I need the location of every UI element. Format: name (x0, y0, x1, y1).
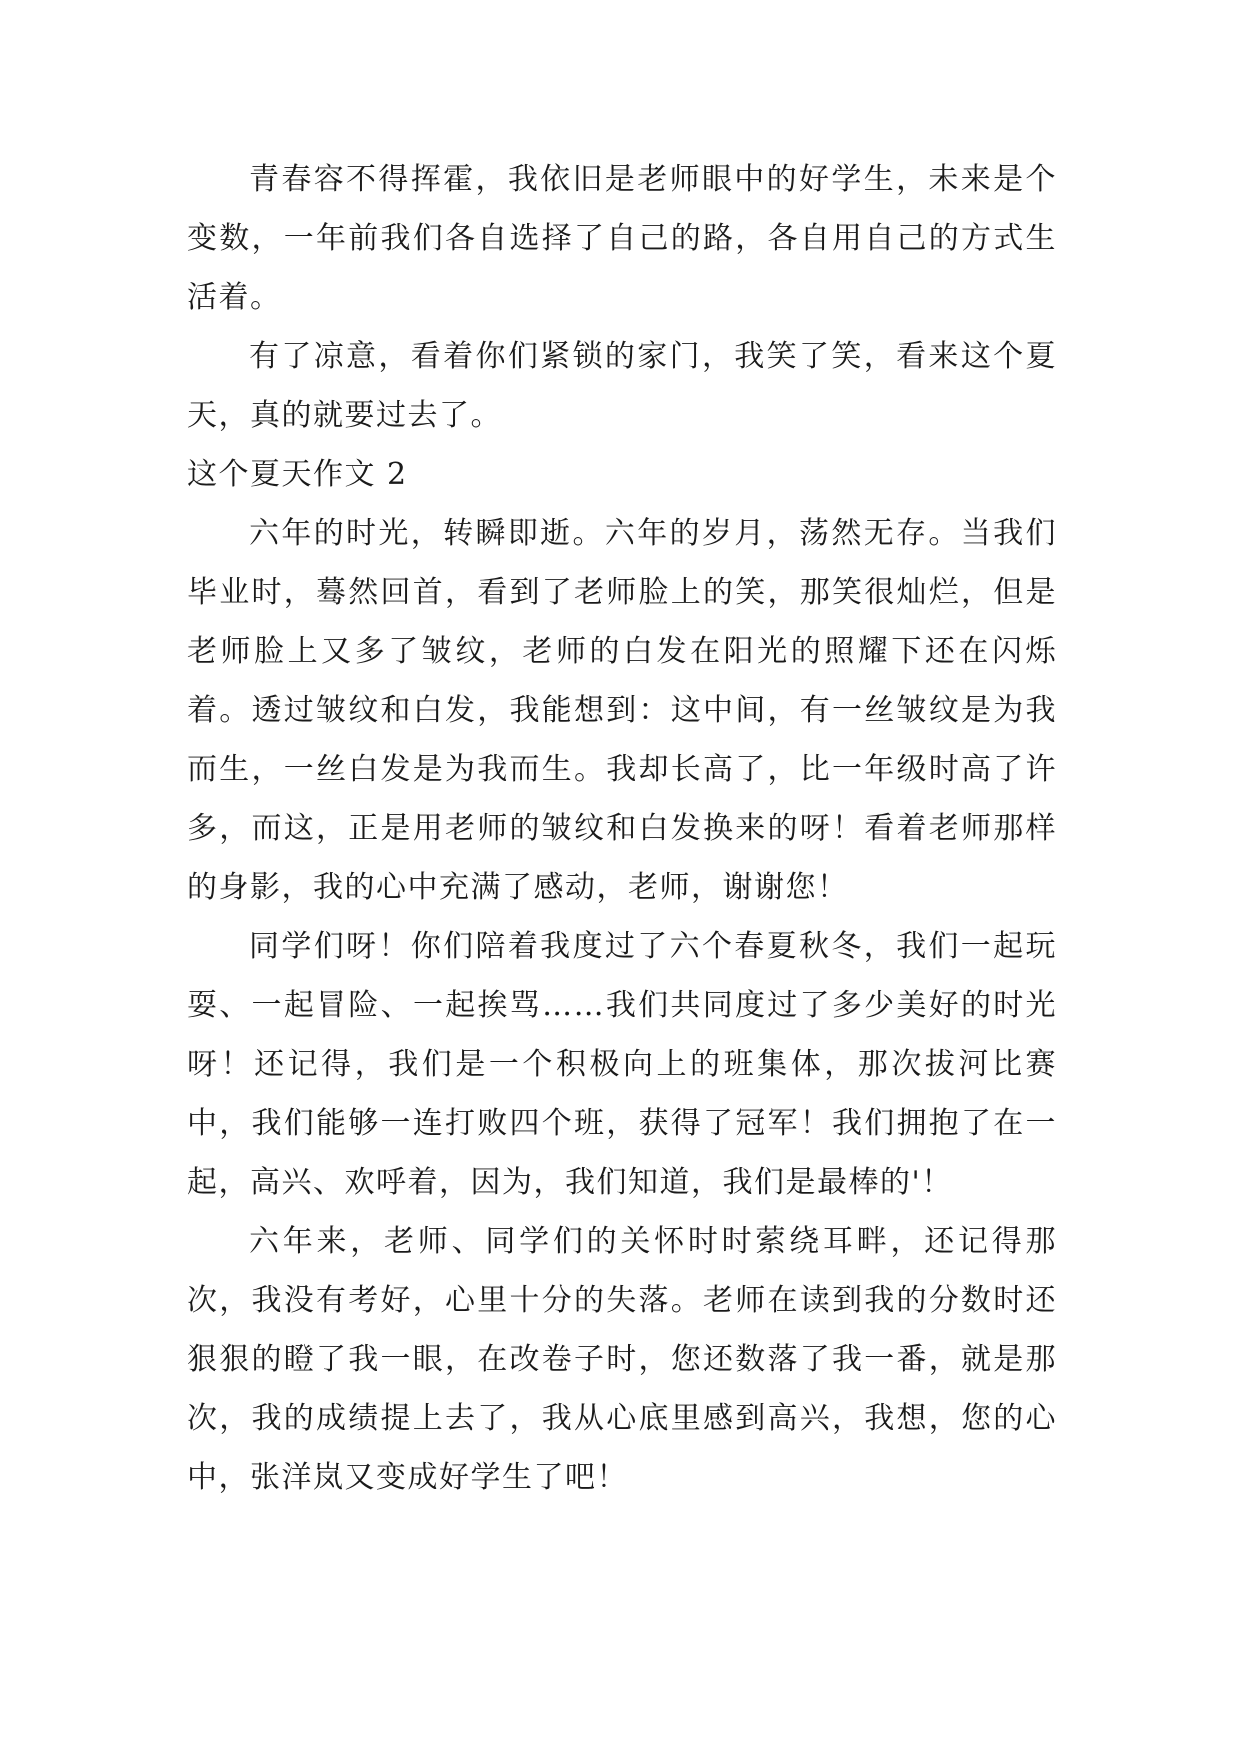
paragraph-4: 同学们呀！你们陪着我度过了六个春夏秋冬，我们一起玩耍、一起冒险、一起挨骂……我们共同度过了多少美好的时光呀！还记得，我们是一个积极向上的班集体，那次拔河比赛中，我们能够一连打败四个班，获得了冠军！我们拥抱了在一起，高兴、欢呼着，因为，我们知道，我们是最棒的'！ (187, 929, 1057, 1200)
document-body (187, 150, 1057, 1507)
section-title: 这个夏天作文 2 (187, 457, 408, 492)
paragraph-1: 青春容不得挥霍，我依旧是老师眼中的好学生，未来是个变数，一年前我们各自选择了自己的路，各自用自己的方式生活着。 (187, 162, 1057, 315)
paragraph-5: 六年来，老师、同学们的关怀时时萦绕耳畔，还记得那次，我没有考好，心里十分的失落。老师在读到我的分数时还狠狠的瞪了我一眼，在改卷子时，您还数落了我一番，就是那次，我的成绩提上去了，我从心底里感到高兴，我想，您的心中，张洋岚又变成好学生了吧！ (187, 1224, 1057, 1495)
paragraph-3: 六年的时光，转瞬即逝。六年的岁月，荡然无存。当我们毕业时，蓦然回首，看到了老师脸上的笑，那笑很灿烂，但是老师脸上又多了皱纹，老师的白发在阳光的照耀下还在闪烁着。透过皱纹和白发，我能想到：这中间，有一丝皱纹是为我而生，一丝白发是为我而生。我却长高了，比一年级时高了许多，而这，正是用老师的皱纹和白发换来的呀！看着老师那样的身影，我的心中充满了感动，老师，谢谢您！ (187, 516, 1057, 905)
paragraph-2: 有了凉意，看着你们紧锁的家门，我笑了笑，看来这个夏天，真的就要过去了。 (187, 339, 1057, 433)
